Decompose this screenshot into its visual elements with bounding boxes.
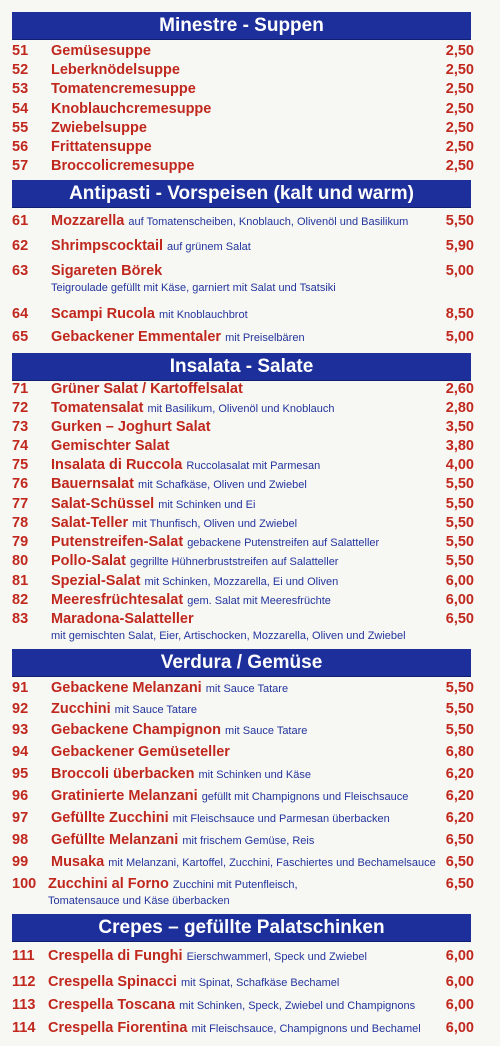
item-name <box>48 973 339 992</box>
item-name <box>51 61 180 79</box>
item-description: gegrillte Hühnerbruststreifen auf Salatteller <box>129 556 339 568</box>
section-header: Insalata - Salate <box>12 353 471 380</box>
item-price: 6,80 <box>445 744 474 760</box>
item-description: mit Spinat, Schafkäse Bechamel <box>180 977 340 989</box>
item-number: 91 <box>12 680 29 696</box>
item-name <box>51 80 196 98</box>
item-name <box>51 237 251 256</box>
item-description: mit Sauce Tatare <box>114 704 197 716</box>
item-description: mit Sauce Tatare <box>205 683 289 695</box>
item-price: 2,50 <box>445 62 474 78</box>
item-name <box>51 328 305 347</box>
item-name-text: Grüner Salat / Kartoffelsalat <box>51 381 243 397</box>
item-number: 52 <box>12 62 29 78</box>
item-number: 54 <box>12 101 29 117</box>
item-name-text: Bauernsalat <box>51 476 135 492</box>
item-description: mit Fleischsauce und Parmesan überbacken <box>172 813 390 825</box>
item-name-text: Meeresfrüchtesalat <box>51 592 184 608</box>
item-number: 98 <box>12 832 29 848</box>
item-name-text: Zwiebelsuppe <box>51 120 147 136</box>
item-price: 5,50 <box>445 553 474 569</box>
item-price: 5,50 <box>445 515 474 531</box>
item-name-text: Musaka <box>51 854 105 870</box>
item-name <box>48 996 415 1015</box>
item-price: 5,50 <box>445 213 474 229</box>
item-name <box>51 809 390 828</box>
item-name-text: Gratinierte Melanzani <box>51 788 198 804</box>
item-name-text: Pollo-Salat <box>51 553 126 569</box>
item-price: 2,60 <box>445 381 474 397</box>
item-name <box>51 765 311 784</box>
item-name <box>51 305 248 324</box>
item-number: 78 <box>12 515 29 531</box>
section-header: Verdura / Gemüse <box>12 649 471 676</box>
item-number: 73 <box>12 419 29 435</box>
item-number: 111 <box>12 948 35 964</box>
item-number: 77 <box>12 496 29 512</box>
item-name-text: Crespella Fiorentina <box>48 1020 188 1036</box>
item-number: 74 <box>12 438 29 454</box>
item-price: 3,80 <box>445 438 474 454</box>
item-price: 6,00 <box>445 573 474 589</box>
item-number: 114 <box>12 1020 36 1036</box>
item-description: mit Fleischsauce, Champignons und Bechamel <box>191 1023 421 1035</box>
item-number: 76 <box>12 476 29 492</box>
item-description: mit Schinken, Speck, Zwiebel und Champignons <box>179 1000 416 1012</box>
item-description: mit Preiselbären <box>225 332 305 344</box>
item-price: 5,50 <box>445 701 474 717</box>
item-price: 6,50 <box>445 611 474 627</box>
item-number: 80 <box>12 553 29 569</box>
item-name-text: Zucchini <box>51 701 111 717</box>
item-name <box>51 157 194 175</box>
item-number: 81 <box>12 573 29 589</box>
item-name-text: Gemüsesuppe <box>51 43 151 59</box>
item-description-line2: Teigroulade gefüllt mit Käse, garniert mit Salat und Tsatsiki <box>51 282 336 294</box>
item-name-text: Broccolicremesuppe <box>51 158 195 174</box>
item-description: mit Schinken und Käse <box>198 769 311 781</box>
item-price: 6,00 <box>445 997 474 1013</box>
item-number: 96 <box>12 788 29 804</box>
item-name <box>51 610 194 628</box>
item-number: 83 <box>12 611 29 627</box>
item-name-text: Zucchini al Forno <box>48 876 169 892</box>
item-name-text: Sigareten Börek <box>51 263 163 279</box>
item-name-text: Gemischter Salat <box>51 438 170 454</box>
item-name-text: Gebackener Gemüseteller <box>51 744 230 760</box>
item-name <box>51 262 162 280</box>
item-name <box>51 533 379 552</box>
item-price: 4,00 <box>445 457 474 473</box>
item-price: 6,50 <box>445 854 474 870</box>
item-name-text: Spezial-Salat <box>51 573 141 589</box>
item-number: 94 <box>12 744 29 760</box>
item-name <box>51 743 230 761</box>
item-name <box>51 721 307 740</box>
item-price: 6,20 <box>445 788 474 804</box>
item-number: 113 <box>12 997 36 1013</box>
item-name-text: Knoblauchcremesuppe <box>51 101 212 117</box>
item-description: auf grünem Salat <box>167 241 251 253</box>
item-description: mit frischem Gemüse, Reis <box>182 835 315 847</box>
item-name <box>51 456 320 475</box>
item-name-text: Scampi Rucola <box>51 306 155 322</box>
item-name <box>51 475 307 494</box>
item-name <box>48 1019 421 1038</box>
item-price: 5,50 <box>445 534 474 550</box>
item-name <box>51 100 211 118</box>
item-description: gefüllt mit Champignons und Fleischsauce <box>201 791 409 803</box>
item-name-text: Gebackener Emmentaler <box>51 329 222 345</box>
item-name-text: Tomatencremesuppe <box>51 81 196 97</box>
item-price: 5,50 <box>445 680 474 696</box>
item-name <box>51 591 331 610</box>
item-price: 5,50 <box>445 476 474 492</box>
item-price: 2,50 <box>445 158 474 174</box>
item-description: mit Knoblauchbrot <box>158 309 248 321</box>
item-name <box>51 572 338 591</box>
item-number: 63 <box>12 263 29 279</box>
item-name-text: Crespella di Funghi <box>48 948 183 964</box>
item-price: 6,20 <box>445 766 474 782</box>
item-number: 64 <box>12 306 29 322</box>
item-name <box>51 212 408 231</box>
item-name-text: Gebackene Melanzani <box>51 680 202 696</box>
item-number: 100 <box>12 876 37 892</box>
item-price: 8,50 <box>445 306 474 322</box>
item-price: 6,00 <box>445 1020 474 1036</box>
item-description: mit Schafkäse, Oliven und Zwiebel <box>138 479 307 491</box>
item-name <box>51 380 243 398</box>
item-name <box>51 853 436 872</box>
item-description: mit Thunfisch, Oliven und Zwiebel <box>132 518 298 530</box>
item-name <box>51 679 288 698</box>
item-description: Eierschwammerl, Speck und Zwiebel <box>186 951 367 963</box>
item-name-text: Gefüllte Melanzani <box>51 832 179 848</box>
item-price: 5,50 <box>445 722 474 738</box>
item-number: 51 <box>12 43 29 59</box>
item-description: mit Basilikum, Olivenöl und Knoblauch <box>147 403 335 415</box>
item-price: 2,80 <box>445 400 474 416</box>
item-description: mit Melanzani, Kartoffel, Zucchini, Faschiertes und Bechamelsauce <box>108 857 436 869</box>
item-price: 2,50 <box>445 120 474 136</box>
item-name <box>51 418 211 436</box>
item-price: 2,50 <box>445 43 474 59</box>
item-number: 72 <box>12 400 29 416</box>
item-price: 5,90 <box>445 238 474 254</box>
item-name-text: Putenstreifen-Salat <box>51 534 184 550</box>
item-name <box>51 42 151 60</box>
item-name <box>51 552 338 571</box>
item-name <box>51 831 314 850</box>
item-description-line2: Tomatensauce und Käse überbacken <box>48 895 230 907</box>
item-name-text: Broccoli überbacken <box>51 766 195 782</box>
item-description: Zucchini mit Putenfleisch, <box>172 879 298 891</box>
item-description: Ruccolasalat mit Parmesan <box>186 460 321 472</box>
item-number: 55 <box>12 120 29 136</box>
item-price: 2,50 <box>445 101 474 117</box>
item-number: 71 <box>12 381 29 397</box>
item-price: 2,50 <box>445 139 474 155</box>
item-description: mit Sauce Tatare <box>225 725 308 737</box>
item-number: 75 <box>12 457 29 473</box>
item-description: mit Schinken und Ei <box>158 499 256 511</box>
item-name-text: Gefüllte Zucchini <box>51 810 169 826</box>
item-name-text: Frittatensuppe <box>51 139 152 155</box>
item-number: 57 <box>12 158 29 174</box>
item-number: 62 <box>12 238 29 254</box>
item-name <box>51 495 255 514</box>
item-name-text: Salat-Teller <box>51 515 129 531</box>
item-number: 56 <box>12 139 29 155</box>
item-name-text: Tomatensalat <box>51 400 144 416</box>
item-number: 79 <box>12 534 29 550</box>
item-name-text: Mozzarella <box>51 213 125 229</box>
item-name-text: Maradona-Salatteller <box>51 611 194 627</box>
item-description: gem. Salat mit Meeresfrüchte <box>187 595 331 607</box>
item-price: 5,00 <box>445 263 474 279</box>
item-price: 5,00 <box>445 329 474 345</box>
item-description: mit Schinken, Mozzarella, Ei und Oliven <box>144 576 339 588</box>
item-number: 97 <box>12 810 29 826</box>
item-number: 65 <box>12 329 29 345</box>
item-price: 6,00 <box>445 592 474 608</box>
item-price: 3,50 <box>445 419 474 435</box>
item-name <box>51 437 169 455</box>
item-number: 93 <box>12 722 29 738</box>
item-name <box>51 514 297 533</box>
section-header: Crepes – gefüllte Palatschinken <box>12 914 471 941</box>
item-number: 99 <box>12 854 29 870</box>
item-name-text: Leberknödelsuppe <box>51 62 180 78</box>
section-header: Antipasti - Vorspeisen (kalt und warm) <box>12 180 471 207</box>
item-price: 6,00 <box>445 948 474 964</box>
item-price: 2,50 <box>445 81 474 97</box>
item-number: 112 <box>12 974 36 990</box>
item-description-line2: mit gemischten Salat, Eier, Artischocken, Mozzarella, Oliven und Zwiebel <box>51 630 406 642</box>
item-name-text: Salat-Schüssel <box>51 496 155 512</box>
item-price: 6,00 <box>445 974 474 990</box>
item-price: 5,50 <box>445 496 474 512</box>
section-header: Minestre - Suppen <box>12 12 471 39</box>
item-description: auf Tomatenscheiben, Knoblauch, Olivenöl und Basilikum <box>128 216 409 228</box>
item-name <box>51 119 147 137</box>
item-number: 61 <box>12 213 29 229</box>
item-name-text: Crespella Toscana <box>48 997 176 1013</box>
item-name-text: Crespella Spinacci <box>48 974 177 990</box>
item-name <box>51 138 152 156</box>
item-name-text: Insalata di Ruccola <box>51 457 183 473</box>
item-number: 82 <box>12 592 29 608</box>
item-name-text: Gebackene Champignon <box>51 722 222 738</box>
item-price: 6,50 <box>445 832 474 848</box>
item-number: 92 <box>12 701 29 717</box>
item-name <box>51 399 335 418</box>
item-name <box>48 947 367 966</box>
item-name-text: Gurken – Joghurt Salat <box>51 419 211 435</box>
item-price: 6,20 <box>445 810 474 826</box>
item-name <box>51 787 408 806</box>
item-name-text: Shrimpscocktail <box>51 238 164 254</box>
item-number: 95 <box>12 766 29 782</box>
item-number: 53 <box>12 81 29 97</box>
item-description: gebackene Putenstreifen auf Salatteller <box>187 537 380 549</box>
item-price: 6,50 <box>445 876 474 892</box>
item-name <box>51 700 197 719</box>
